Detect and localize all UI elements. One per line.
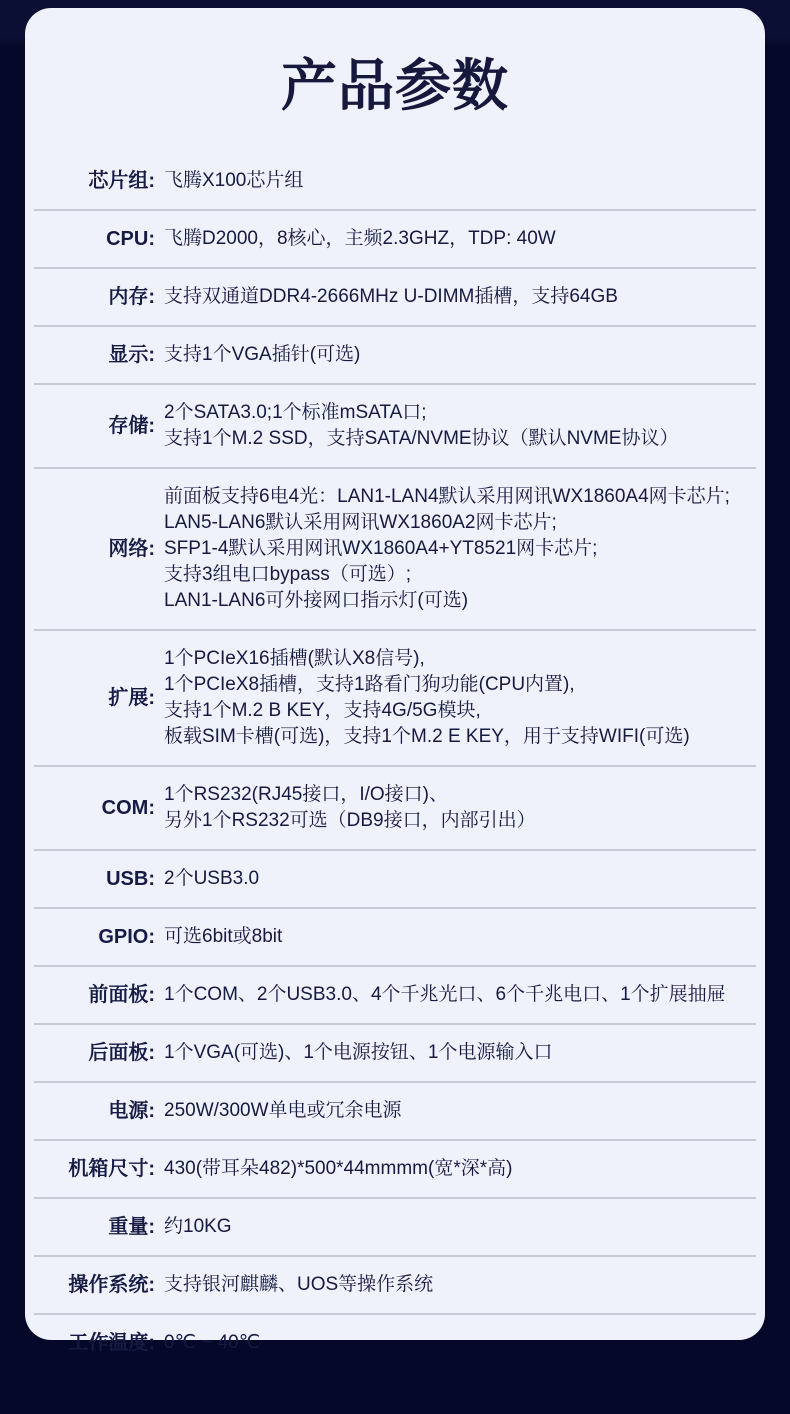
spec-value-line: 430(带耳朵482)*500*44mmmm(宽*深*高)	[164, 1158, 513, 1180]
spec-row	[34, 153, 756, 211]
spec-label: 显示:	[108, 344, 155, 367]
spec-value	[164, 1098, 756, 1124]
spec-row	[34, 211, 756, 269]
spec-value-line: 前面板支持6电4光：LAN1-LAN4默认采用网讯WX1860A4网卡芯片;	[164, 486, 730, 508]
spec-row	[34, 327, 756, 385]
spec-label: CPU:	[106, 228, 155, 251]
spec-label: 内存:	[108, 286, 155, 309]
spec-value-line: 飞腾X100芯片组	[164, 170, 304, 192]
spec-value-line: 另外1个RS232可选（DB9接口，内部引出）	[164, 810, 536, 832]
spec-value-line: 飞腾D2000，8核心，主频2.3GHZ，TDP: 40W	[164, 228, 556, 250]
spec-value	[164, 1156, 756, 1182]
spec-card	[25, 8, 765, 1355]
spec-label: 芯片组:	[88, 170, 155, 193]
spec-label: 扩展:	[108, 687, 155, 710]
spec-value-line: 1个RS232(RJ45接口，I/O接口)、	[164, 784, 449, 806]
spec-value	[164, 342, 756, 368]
spec-value	[164, 400, 756, 452]
spec-table	[34, 153, 756, 1371]
spec-row	[34, 909, 756, 967]
spec-row	[34, 1199, 756, 1257]
spec-row	[34, 967, 756, 1025]
spec-value-line: 0℃ ~ 40℃	[164, 1332, 261, 1354]
spec-value-line: 可选6bit或8bit	[164, 926, 283, 948]
spec-label: USB:	[106, 868, 155, 891]
spec-value	[164, 982, 756, 1008]
spec-label: 机箱尺寸:	[68, 1158, 155, 1181]
spec-value	[164, 168, 756, 194]
spec-value	[164, 284, 756, 310]
spec-label: 网络:	[108, 538, 155, 561]
spec-value	[164, 226, 756, 252]
spec-row	[34, 631, 756, 767]
spec-value	[164, 924, 756, 950]
spec-value-line: 支持1个VGA插针(可选)	[164, 344, 361, 366]
spec-value	[164, 866, 756, 892]
spec-value	[164, 484, 756, 614]
spec-value-line: 1个COM、2个USB3.0、4个千兆光口、6个千兆电口、1个扩展抽屉	[164, 984, 726, 1006]
spec-row	[34, 851, 756, 909]
spec-value-line: LAN1-LAN6可外接网口指示灯(可选)	[164, 590, 469, 612]
page-title: 产品参数	[281, 54, 509, 117]
spec-value	[164, 782, 756, 834]
spec-value	[164, 1330, 756, 1356]
spec-value-line: 250W/300W单电或冗余电源	[164, 1100, 402, 1122]
spec-value-line: 1个PCIeX16插槽(默认X8信号),	[164, 648, 425, 670]
spec-value-line: 支持银河麒麟、UOS等操作系统	[164, 1274, 434, 1296]
spec-value-line: 板载SIM卡槽(可选)，支持1个M.2 E KEY，用于支持WIFI(可选)	[164, 726, 690, 748]
spec-label: 操作系统:	[68, 1274, 155, 1297]
spec-row	[34, 1141, 756, 1199]
spec-value-line: 支持双通道DDR4-2666MHz U-DIMM插槽，支持64GB	[164, 286, 618, 308]
spec-label: 工作温度:	[68, 1332, 155, 1355]
spec-value-line: 2个SATA3.0;1个标准mSATA口;	[164, 402, 427, 424]
spec-value-line: 1个PCIeX8插槽，支持1路看门狗功能(CPU内置),	[164, 674, 575, 696]
spec-value-line: 约10KG	[164, 1216, 232, 1238]
spec-label: 前面板:	[88, 984, 155, 1007]
spec-value-line: LAN5-LAN6默认采用网讯WX1860A2网卡芯片;	[164, 512, 557, 534]
spec-row	[34, 269, 756, 327]
spec-value	[164, 1272, 756, 1298]
spec-value-line: 支持1个M.2 B KEY，支持4G/5G模块,	[164, 700, 481, 722]
spec-value	[164, 1214, 756, 1240]
spec-label: 电源:	[108, 1100, 155, 1123]
spec-row	[34, 1315, 756, 1371]
spec-label: COM:	[101, 797, 155, 820]
spec-row	[34, 385, 756, 469]
spec-value-line: 支持1个M.2 SSD，支持SATA/NVME协议（默认NVME协议）	[164, 428, 679, 450]
spec-value	[164, 646, 756, 750]
spec-row	[34, 767, 756, 851]
spec-label: 存储:	[108, 415, 155, 438]
spec-value-line: 2个USB3.0	[164, 868, 260, 890]
spec-row	[34, 469, 756, 631]
spec-row	[34, 1257, 756, 1315]
spec-value	[164, 1040, 756, 1066]
spec-label: 重量:	[108, 1216, 155, 1239]
spec-value-line: 1个VGA(可选)、1个电源按钮、1个电源输入口	[164, 1042, 553, 1064]
spec-row	[34, 1025, 756, 1083]
spec-value-line: SFP1-4默认采用网讯WX1860A4+YT8521网卡芯片;	[164, 538, 598, 560]
spec-label: GPIO:	[98, 926, 155, 949]
spec-value-line: 支持3组电口bypass（可选）;	[164, 564, 412, 586]
spec-row	[34, 1083, 756, 1141]
spec-label: 后面板:	[88, 1042, 155, 1065]
